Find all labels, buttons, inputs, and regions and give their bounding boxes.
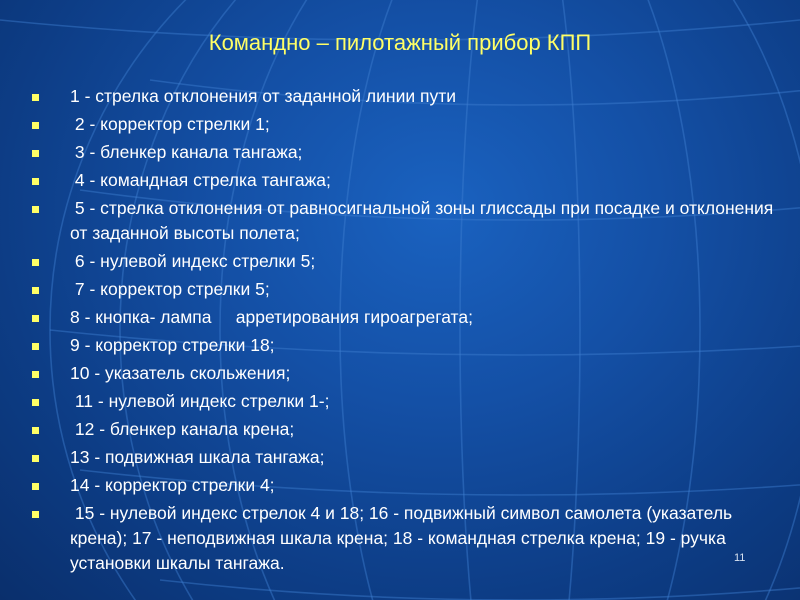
list-item [30,417,780,442]
list-item-text: 12 - бленкер канала крена; [70,419,295,439]
square-bullet-icon [32,259,39,266]
list-item-text: 9 - корректор стрелки 18; [70,335,275,355]
list-item [30,389,780,414]
list-item [30,140,780,165]
list-item-text: 13 - подвижная шкала тангажа; [70,447,325,467]
list-item-text: 3 - бленкер канала тангажа; [70,142,303,162]
square-bullet-icon [32,94,39,101]
square-bullet-icon [32,427,39,434]
square-bullet-icon [32,343,39,350]
square-bullet-icon [32,399,39,406]
square-bullet-icon [32,287,39,294]
page-number: 11 [734,552,746,564]
list-item-text: 7 - корректор стрелки 5; [70,279,270,299]
list-item [30,501,780,576]
list-item-text: 6 - нулевой индекс стрелки 5; [70,251,316,271]
list-item [30,112,780,137]
square-bullet-icon [32,150,39,157]
list-item-text: 1 - стрелка отклонения от заданной линии пути [70,86,457,106]
square-bullet-icon [32,483,39,490]
square-bullet-icon [32,511,39,518]
list-item-text: 8 - кнопка- лампа арретирования гироагрегата; [70,307,473,327]
list-item-text: 15 - нулевой индекс стрелок 4 и 18; 16 - подвижный символ самолета (указатель крена); 17 - неподвижная шкала крена; 18 - командная стрелка крена; 19 - ручка установки шкалы тангажа. [70,503,738,573]
list-item [30,473,780,498]
list-item-text: 14 - корректор стрелки 4; [70,475,275,495]
square-bullet-icon [32,122,39,129]
list-item-text: 10 - указатель скольжения; [70,363,291,383]
square-bullet-icon [32,371,39,378]
square-bullet-icon [32,315,39,322]
list-item-text: 4 - командная стрелка тангажа; [70,170,331,190]
list-item-text: 11 - нулевой индекс стрелки 1-; [70,391,330,411]
list-item [30,277,780,302]
bullet-list [30,84,780,579]
list-item [30,305,780,330]
list-item-text: 2 - корректор стрелки 1; [70,114,270,134]
list-item [30,168,780,193]
square-bullet-icon [32,178,39,185]
list-item [30,249,780,274]
square-bullet-icon [32,455,39,462]
list-item-text: 5 - стрелка отклонения от равносигнальной зоны глиссады при посадке и отклонения от заданной высоты полета; [70,198,779,243]
list-item [30,445,780,470]
list-item [30,333,780,358]
list-item [30,84,780,109]
slide-title: Командно – пилотажный прибор КПП [208,30,592,55]
list-item [30,361,780,386]
square-bullet-icon [32,206,39,213]
list-item [30,196,780,246]
